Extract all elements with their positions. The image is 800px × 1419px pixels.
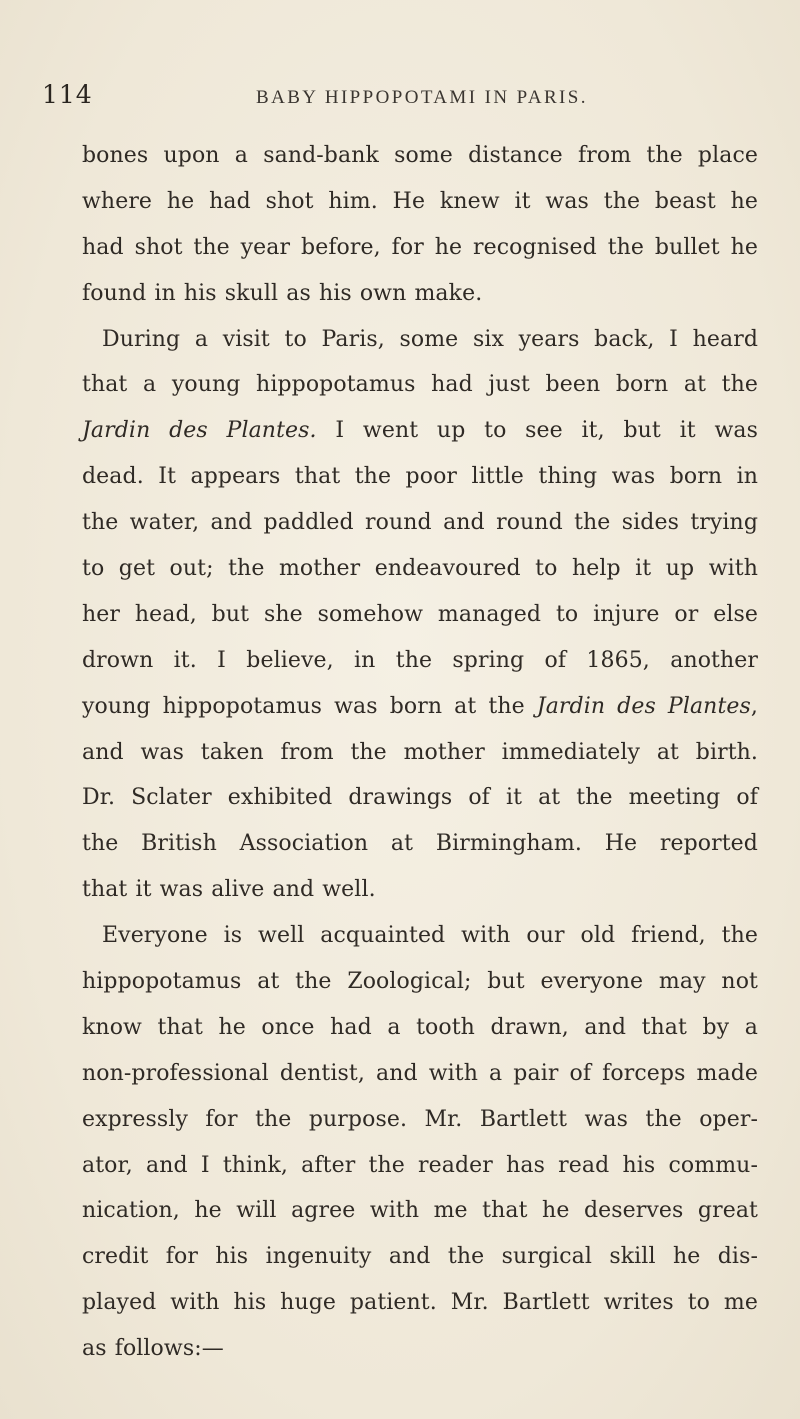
page-header	[42, 80, 752, 114]
text-line: young hippopotamus was born at the Jardin des Plantes,	[82, 693, 758, 719]
italic-title: Jardin des Plantes.	[82, 418, 317, 444]
text-line: as follows:—	[82, 1336, 224, 1362]
text-line: dead. It appears that the poor little thing was born in	[82, 464, 758, 490]
text-line: bones upon a sand-bank some distance from the place	[82, 143, 758, 168]
text-line: know that he once had a tooth drawn, and that by a	[82, 1014, 758, 1040]
italic-title: Jardin des Plantes	[536, 693, 751, 719]
text-line: and was taken from the mother immediately at birth.	[82, 739, 758, 765]
text-line: Jardin des Plantes. I went up to see it, but it was	[82, 418, 758, 444]
text-line: ator, and I think, after the reader has read his commu-	[82, 1152, 758, 1178]
text-line: credit for his ingenuity and the surgical skill he dis-	[82, 1244, 758, 1270]
text-line: found in his skull as his own make.	[82, 280, 483, 306]
text-line: the water, and paddled round and round the sides trying	[82, 510, 758, 536]
text-line: nication, he will agree with me that he deserves great	[82, 1198, 758, 1224]
text-line: the British Association at Birmingham. He reported	[82, 831, 758, 857]
text-line: to get out; the mother endeavoured to help it up with	[82, 556, 758, 582]
text-line: played with his huge patient. Mr. Bartlett writes to me	[82, 1290, 758, 1316]
text-line: drown it. I believe, in the spring of 1865, another	[82, 647, 758, 673]
text-line: where he had shot him. He knew it was the beast he	[82, 188, 758, 214]
paragraph-start-line: Everyone is well acquainted with our old friend, the	[102, 923, 758, 949]
page-number: 114	[42, 80, 93, 109]
text-line: hippopotamus at the Zoological; but everyone may not	[82, 969, 758, 995]
text-line: her head, but she somehow managed to injure or else	[82, 601, 758, 627]
text-line: non-professional dentist, and with a pair of forceps made	[82, 1060, 758, 1086]
text-line: that a young hippopotamus had just been born at the	[82, 372, 758, 398]
text-line: had shot the year before, for he recognised the bullet he	[82, 234, 758, 260]
text-line: that it was alive and well.	[82, 877, 376, 903]
text-line: Dr. Sclater exhibited drawings of it at the meeting of	[82, 785, 758, 811]
text-line: expressly for the purpose. Mr. Bartlett was the oper-	[82, 1106, 758, 1132]
paragraph-start-line: During a visit to Paris, some six years back, I heard	[102, 326, 758, 352]
body-text	[82, 133, 758, 1372]
running-head: BABY HIPPOPOTAMI IN PARIS.	[256, 87, 588, 108]
